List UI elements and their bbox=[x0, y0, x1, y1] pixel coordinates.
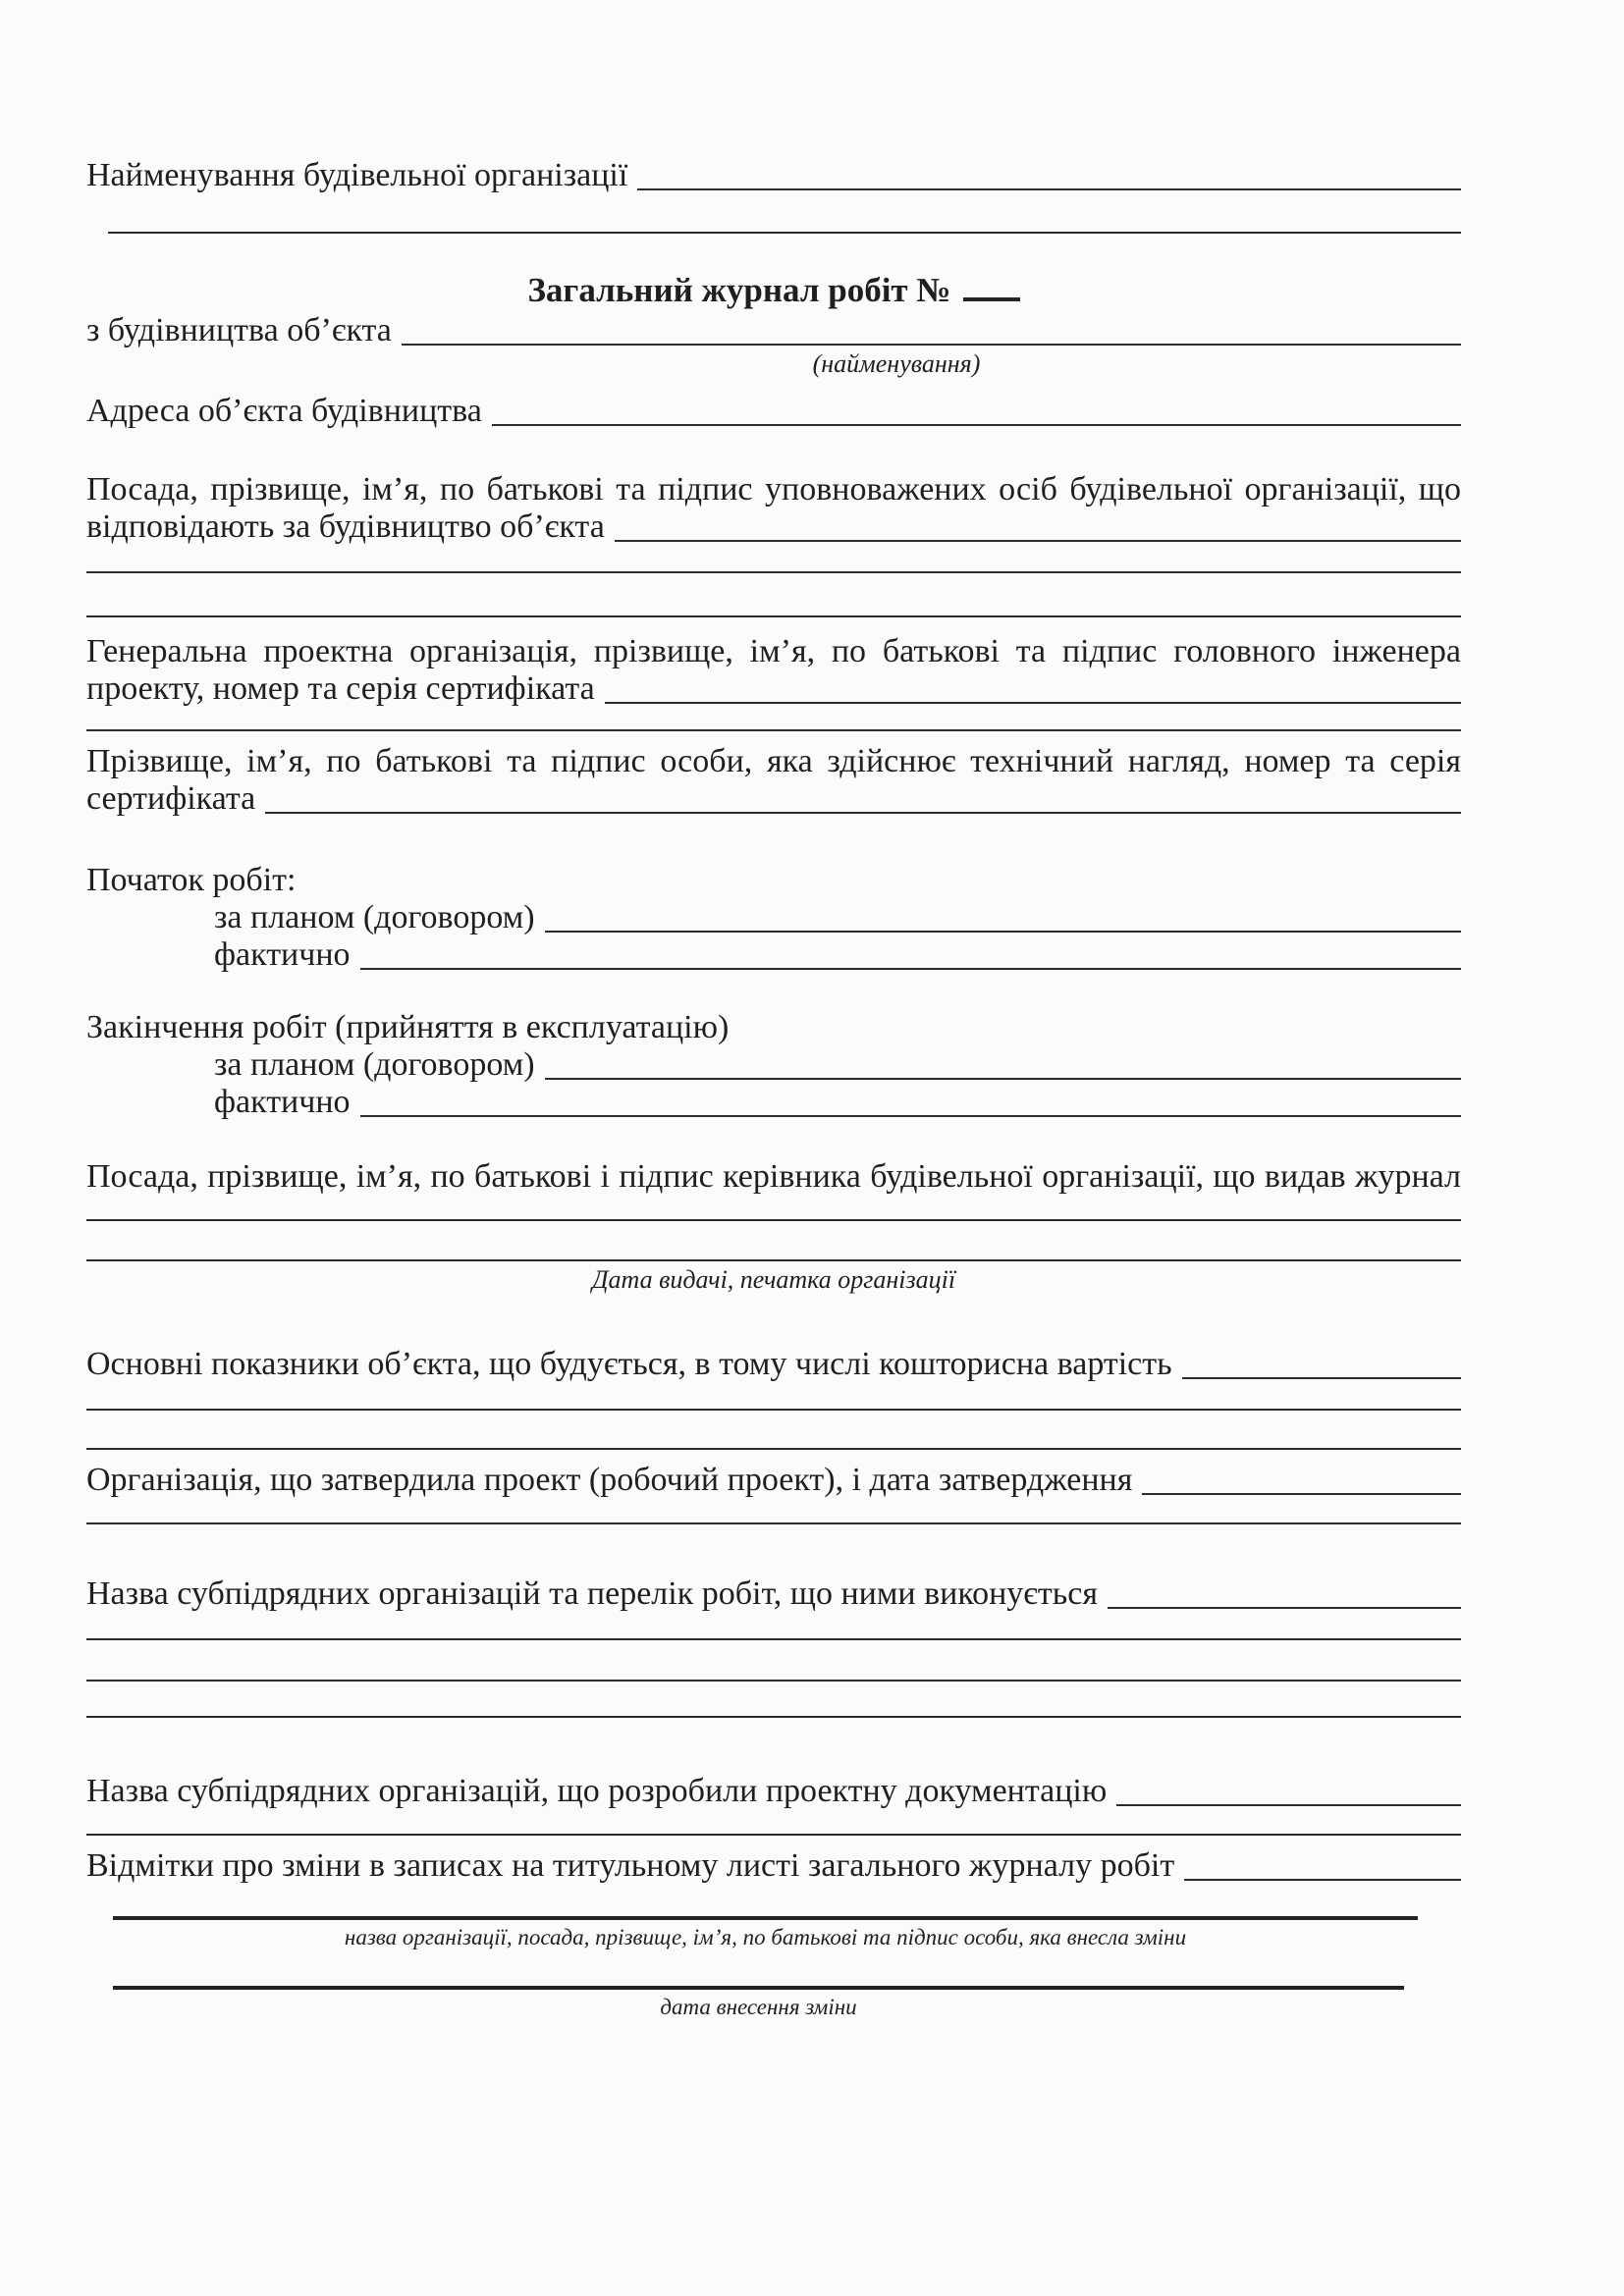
subcontractors-label: Назва субпідрядних організацій та перелік робіт, що ними виконується bbox=[86, 1575, 1098, 1612]
responsible-label: відповідають за будівництво об’єкта bbox=[86, 508, 605, 545]
finish-fact-label: фактично bbox=[214, 1084, 351, 1120]
finish-plan-row bbox=[86, 1046, 1461, 1084]
subdesigners-label: Назва субпідрядних організацій, що розробили проектну документацію bbox=[86, 1773, 1108, 1809]
general-designer-fill-line bbox=[605, 670, 1461, 704]
indicators-label: Основні показники об’єкта, що будується, в тому числі кошторисна вартість bbox=[86, 1346, 1172, 1382]
issue-date-caption: Дата видачі, печатка організації bbox=[591, 1265, 956, 1294]
address-fill-line bbox=[492, 393, 1461, 426]
fill-line bbox=[86, 573, 1461, 617]
fill-line bbox=[86, 546, 1461, 573]
changes-row bbox=[86, 1847, 1461, 1885]
subdesigners-row bbox=[86, 1773, 1461, 1810]
finish-fact-row bbox=[86, 1084, 1461, 1121]
fill-line bbox=[86, 1411, 1461, 1450]
org-name-label: Найменування будівельної організації bbox=[86, 157, 628, 193]
changes-author-caption: назва організації, посада, прізвище, ім’я, по батькові та підпис особи, яка внесла зміни bbox=[344, 1925, 1187, 1949]
fill-line bbox=[86, 708, 1461, 731]
start-plan-label: за планом (договором) bbox=[214, 899, 535, 935]
start-fact-fill-line bbox=[360, 936, 1461, 970]
subcontractors-fill-line bbox=[1108, 1575, 1461, 1609]
works-finish-heading: Закінчення робіт (прийняття в експлуатацію) bbox=[86, 1009, 730, 1045]
issuer-label: Посада, прізвище, ім’я, по батькові і підпис керівника будівельної організації, що видав журнал bbox=[86, 1158, 1461, 1195]
tech-supervisor-fill-line bbox=[265, 780, 1461, 814]
fill-line bbox=[86, 1682, 1461, 1718]
fill-line bbox=[86, 1196, 1461, 1221]
start-fact-row bbox=[86, 936, 1461, 974]
works-start-heading: Початок робіт: bbox=[86, 862, 297, 898]
object-fill-line bbox=[402, 312, 1461, 346]
general-designer-row bbox=[86, 670, 1461, 708]
object-caption: (найменування) bbox=[812, 349, 981, 378]
subdesigners-fill-line bbox=[1116, 1773, 1461, 1806]
tech-supervisor-paragraph-line1: Прізвище, ім’я, по батькові та підпис особи, яка здійснює технічний нагляд, номер та серія bbox=[86, 743, 1461, 779]
object-label: з будівництва об’єкта bbox=[86, 312, 392, 348]
fill-line bbox=[86, 1613, 1461, 1640]
fill-line bbox=[86, 1383, 1461, 1411]
page-title bbox=[86, 269, 1461, 312]
tech-supervisor-label: сертифіката bbox=[86, 780, 256, 817]
start-plan-fill-line bbox=[545, 899, 1461, 933]
changes-author-fill-line bbox=[113, 1885, 1418, 1920]
fill-line bbox=[86, 1499, 1461, 1524]
responsible-paragraph-line1: Посада, прізвище, ім’я, по батькові та підпис уповноважених осіб будівельної організації, що bbox=[86, 471, 1461, 507]
changes-date-caption: дата внесення зміни bbox=[660, 1995, 857, 2019]
changes-fill-line bbox=[1184, 1847, 1461, 1881]
indicators-fill-line bbox=[1182, 1346, 1461, 1379]
approval-label: Організація, що затвердила проект (робочий проект), і дата затвердження bbox=[86, 1462, 1133, 1498]
journal-number-fill-line bbox=[963, 292, 1020, 301]
responsible-row bbox=[86, 508, 1461, 546]
org-name-fill-line bbox=[637, 157, 1461, 190]
indicators-row bbox=[86, 1346, 1461, 1383]
start-fact-label: фактично bbox=[214, 936, 351, 973]
finish-plan-label: за планом (договором) bbox=[214, 1046, 535, 1083]
fill-line bbox=[86, 1640, 1461, 1682]
tech-supervisor-row bbox=[86, 780, 1461, 818]
start-plan-row bbox=[86, 899, 1461, 936]
address-label: Адреса об’єкта будівництва bbox=[86, 393, 482, 429]
fill-line bbox=[108, 194, 1461, 234]
page-title-text: Загальний журнал робіт № bbox=[527, 271, 951, 309]
general-designer-label: проекту, номер та серія сертифіката bbox=[86, 670, 595, 707]
general-designer-paragraph-line1: Генеральна проектна організація, прізвище, ім’я, по батькові та підпис головного інженера bbox=[86, 633, 1461, 669]
subcontractors-row bbox=[86, 1575, 1461, 1613]
responsible-fill-line bbox=[615, 508, 1461, 542]
org-name-row bbox=[86, 157, 1461, 194]
approval-row bbox=[86, 1462, 1461, 1499]
fill-line bbox=[86, 1810, 1461, 1836]
fill-line bbox=[86, 1221, 1461, 1261]
finish-plan-fill-line bbox=[545, 1046, 1461, 1080]
object-row bbox=[86, 312, 1461, 349]
address-row bbox=[86, 393, 1461, 430]
approval-fill-line bbox=[1142, 1462, 1461, 1495]
changes-label: Відмітки про зміни в записах на титульному листі загального журналу робіт bbox=[86, 1847, 1175, 1884]
changes-date-fill-line bbox=[113, 1950, 1404, 1990]
finish-fact-fill-line bbox=[360, 1084, 1461, 1117]
